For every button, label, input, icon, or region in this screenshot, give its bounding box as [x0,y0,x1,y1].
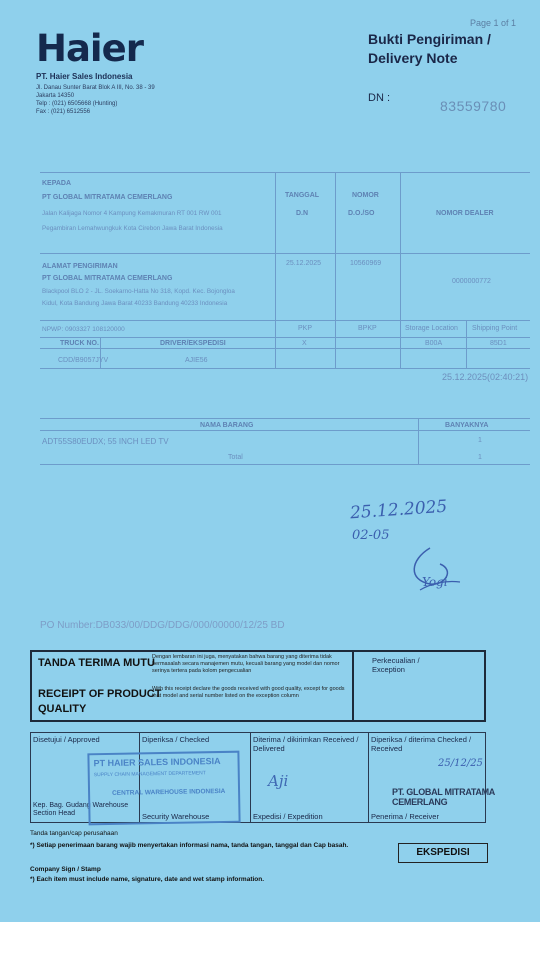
page-indicator: Page 1 of 1 [470,18,517,28]
note1-text: *) Setiap penerimaan barang wajib menyertakan informasi nama, tanda tangan, tanggal dan Cap basah. [30,842,349,849]
table-rule [40,253,530,254]
dealer-value: 0000000772 [452,278,491,285]
table-rule [40,337,530,338]
storage-location-label: Storage Location [405,325,458,332]
note2-text: *) Each item must include name, signature, date and wet stamp information. [30,876,265,883]
sign-grid-rule [485,732,486,822]
stamp-line: SUPPLY CHAIN MANAGEMENT DEPARTEMENT [93,770,206,779]
consignee-address: Pegambiran Lemahwungkuk Kota Cirebon Jawa Barat Indonesia [42,225,223,232]
print-timestamp: 25.12.2025(02:40:21) [442,372,529,382]
nomor-sub-label: D.O./SO [348,210,375,217]
note1-title: Tanda tangan/cap perusahaan [30,830,118,837]
document-title-line: Bukti Pengiriman / [368,31,491,47]
table-rule [400,172,401,368]
kepada-label: KEPADA [42,180,72,187]
item-name: ADT55S80EUDX; 55 INCH LED TV [42,437,169,446]
delivered-header: Diterima / dikirimkan Received / Delivered [253,735,359,753]
table-rule [335,172,336,368]
table-rule [40,348,530,349]
approved-header: Disetujui / Approved [33,735,100,744]
approved-footer: Kep. Bag. Gudang Warehouse Section Head [33,802,129,817]
tanggal-label: TANGGAL [285,192,320,199]
nomor-label: NOMOR [352,192,379,199]
address-line: Jakarta 14350 [36,93,75,99]
table-rule [275,172,276,368]
col-nama-barang: NAMA BARANG [200,422,254,429]
tanggal-sub-label: D.N [296,210,309,217]
table-rule [40,464,530,465]
po-number: PO Number:DB033/00/DDG/DDG/000/00000/12/25 BD [40,620,285,631]
delivery-address: Kidul, Kota Bandung Jawa Barat 40233 Bandung 40233 Indonesia [42,300,228,307]
total-label: Total [228,454,243,461]
table-rule [40,172,530,173]
driver-value: AJIE56 [185,357,208,364]
handwritten-date: 25.12.2025 [349,496,448,524]
truck-value: CDD/B9057JYV [58,357,109,364]
checked-header: Diperiksa / Checked [142,735,210,744]
shipping-point-label: Shipping Point [472,325,518,332]
sign-grid-rule [368,732,369,822]
expedition-signature: Aji [268,772,289,790]
table-rule [40,320,530,321]
npwp: NPWP: 0903327 108120000 [42,326,125,333]
handwritten-time: 02-05 [352,528,390,543]
received-footer: Penerima / Receiver [371,812,439,821]
receipt-title-en: RECEIPT OF PRODUCT [38,688,162,700]
handwritten-signature [400,540,470,600]
receipt-border [30,650,32,722]
sign-grid-rule [30,732,31,822]
receiver-stamp: PT. GLOBAL MITRATAMA CEMERLANG [392,787,495,807]
pkp-value: X [302,340,307,347]
haier-logo: Haier [36,27,143,70]
receipt-border [352,650,354,722]
signature-name: Yogi [422,575,448,589]
table-rule [40,418,530,419]
bpkp-label: BPKP [358,325,377,332]
document-title [368,30,491,68]
date-value: 25.12.2025 [286,260,322,267]
total-qty: 1 [478,454,482,461]
receipt-text-en: With this receipt declare the goods received with good quality, except for goods that model and serial number listed on the exception column [152,686,345,699]
table-rule [40,368,530,369]
receipt-title-en: QUALITY [38,703,87,715]
storage-value: B00A [425,340,443,347]
address-line: Telp : (021) 6505668 (Hunting) [36,101,118,107]
address-line: Jl. Danau Sunter Barat Blok A III, No. 38 - 39 [36,85,155,91]
dn-number: 83559780 [440,98,507,114]
receiver-date: 25/12/25 [438,758,483,769]
delivered-footer: Expedisi / Expedition [253,812,323,821]
sign-grid-rule [30,732,486,733]
delivery-name: PT GLOBAL MITRATAMA CEMERLANG [42,275,173,282]
pkp-label: PKP [298,325,313,332]
warehouse-stamp [87,751,240,826]
note2-title: Company Sign / Stamp [30,866,101,873]
table-rule [418,418,419,464]
exception-label: Perkecualian / Exception [372,656,420,674]
receipt-text-id: Dengan lembaran ini juga, menyatakan bahwa barang yang diterima tidak bermasalah secara manajemen mutu, kecuali barang yang model dan nomor serinya tertera pada kolom pengecualian [152,654,340,674]
received-header: Diperiksa / diterima Checked / Received [371,735,472,753]
nomor-dealer-label: NOMOR DEALER [436,210,494,217]
consignee-address: Jalan Kalijaga Nomor 4 Kampung Kemakmuran RT 001 RW 001 [42,210,222,217]
shipping-value: 85D1 [490,340,507,347]
consignee-name: PT GLOBAL MITRATAMA CEMERLANG [42,194,173,201]
driver-label: DRIVER/EKSPEDISI [160,340,226,347]
receipt-border [30,720,486,722]
table-rule [466,320,467,368]
dn-label: DN : [368,92,390,104]
do-value: 10560969 [350,260,382,267]
item-qty: 1 [478,437,482,444]
table-rule [40,430,530,431]
sign-grid-rule [250,732,251,822]
alamat-label: ALAMAT PENGIRIMAN [42,263,118,270]
address-line: Fax : (021) 6512556 [36,109,91,115]
stamp-line: PT HAIER SALES INDONESIA [93,756,221,769]
receipt-title-id: TANDA TERIMA MUTU [38,657,155,669]
stamp-line: CENTRAL WAREHOUSE INDONESIA [112,787,226,797]
receipt-border [30,650,486,652]
delivery-address: Blackpool BLO 2 - JL. Soekarno-Hatta No 318, Kopd. Kec. Bojongloa [42,288,235,295]
checked-footer: Security Warehouse [142,812,210,821]
receipt-border [484,650,486,722]
copy-label: EKSPEDISI [398,843,488,863]
document-title-line: Delivery Note [368,50,458,66]
col-banyaknya: BANYAKNYA [445,422,489,429]
truck-label: TRUCK NO. [60,340,99,347]
company-name: PT. Haier Sales Indonesia [36,72,133,81]
